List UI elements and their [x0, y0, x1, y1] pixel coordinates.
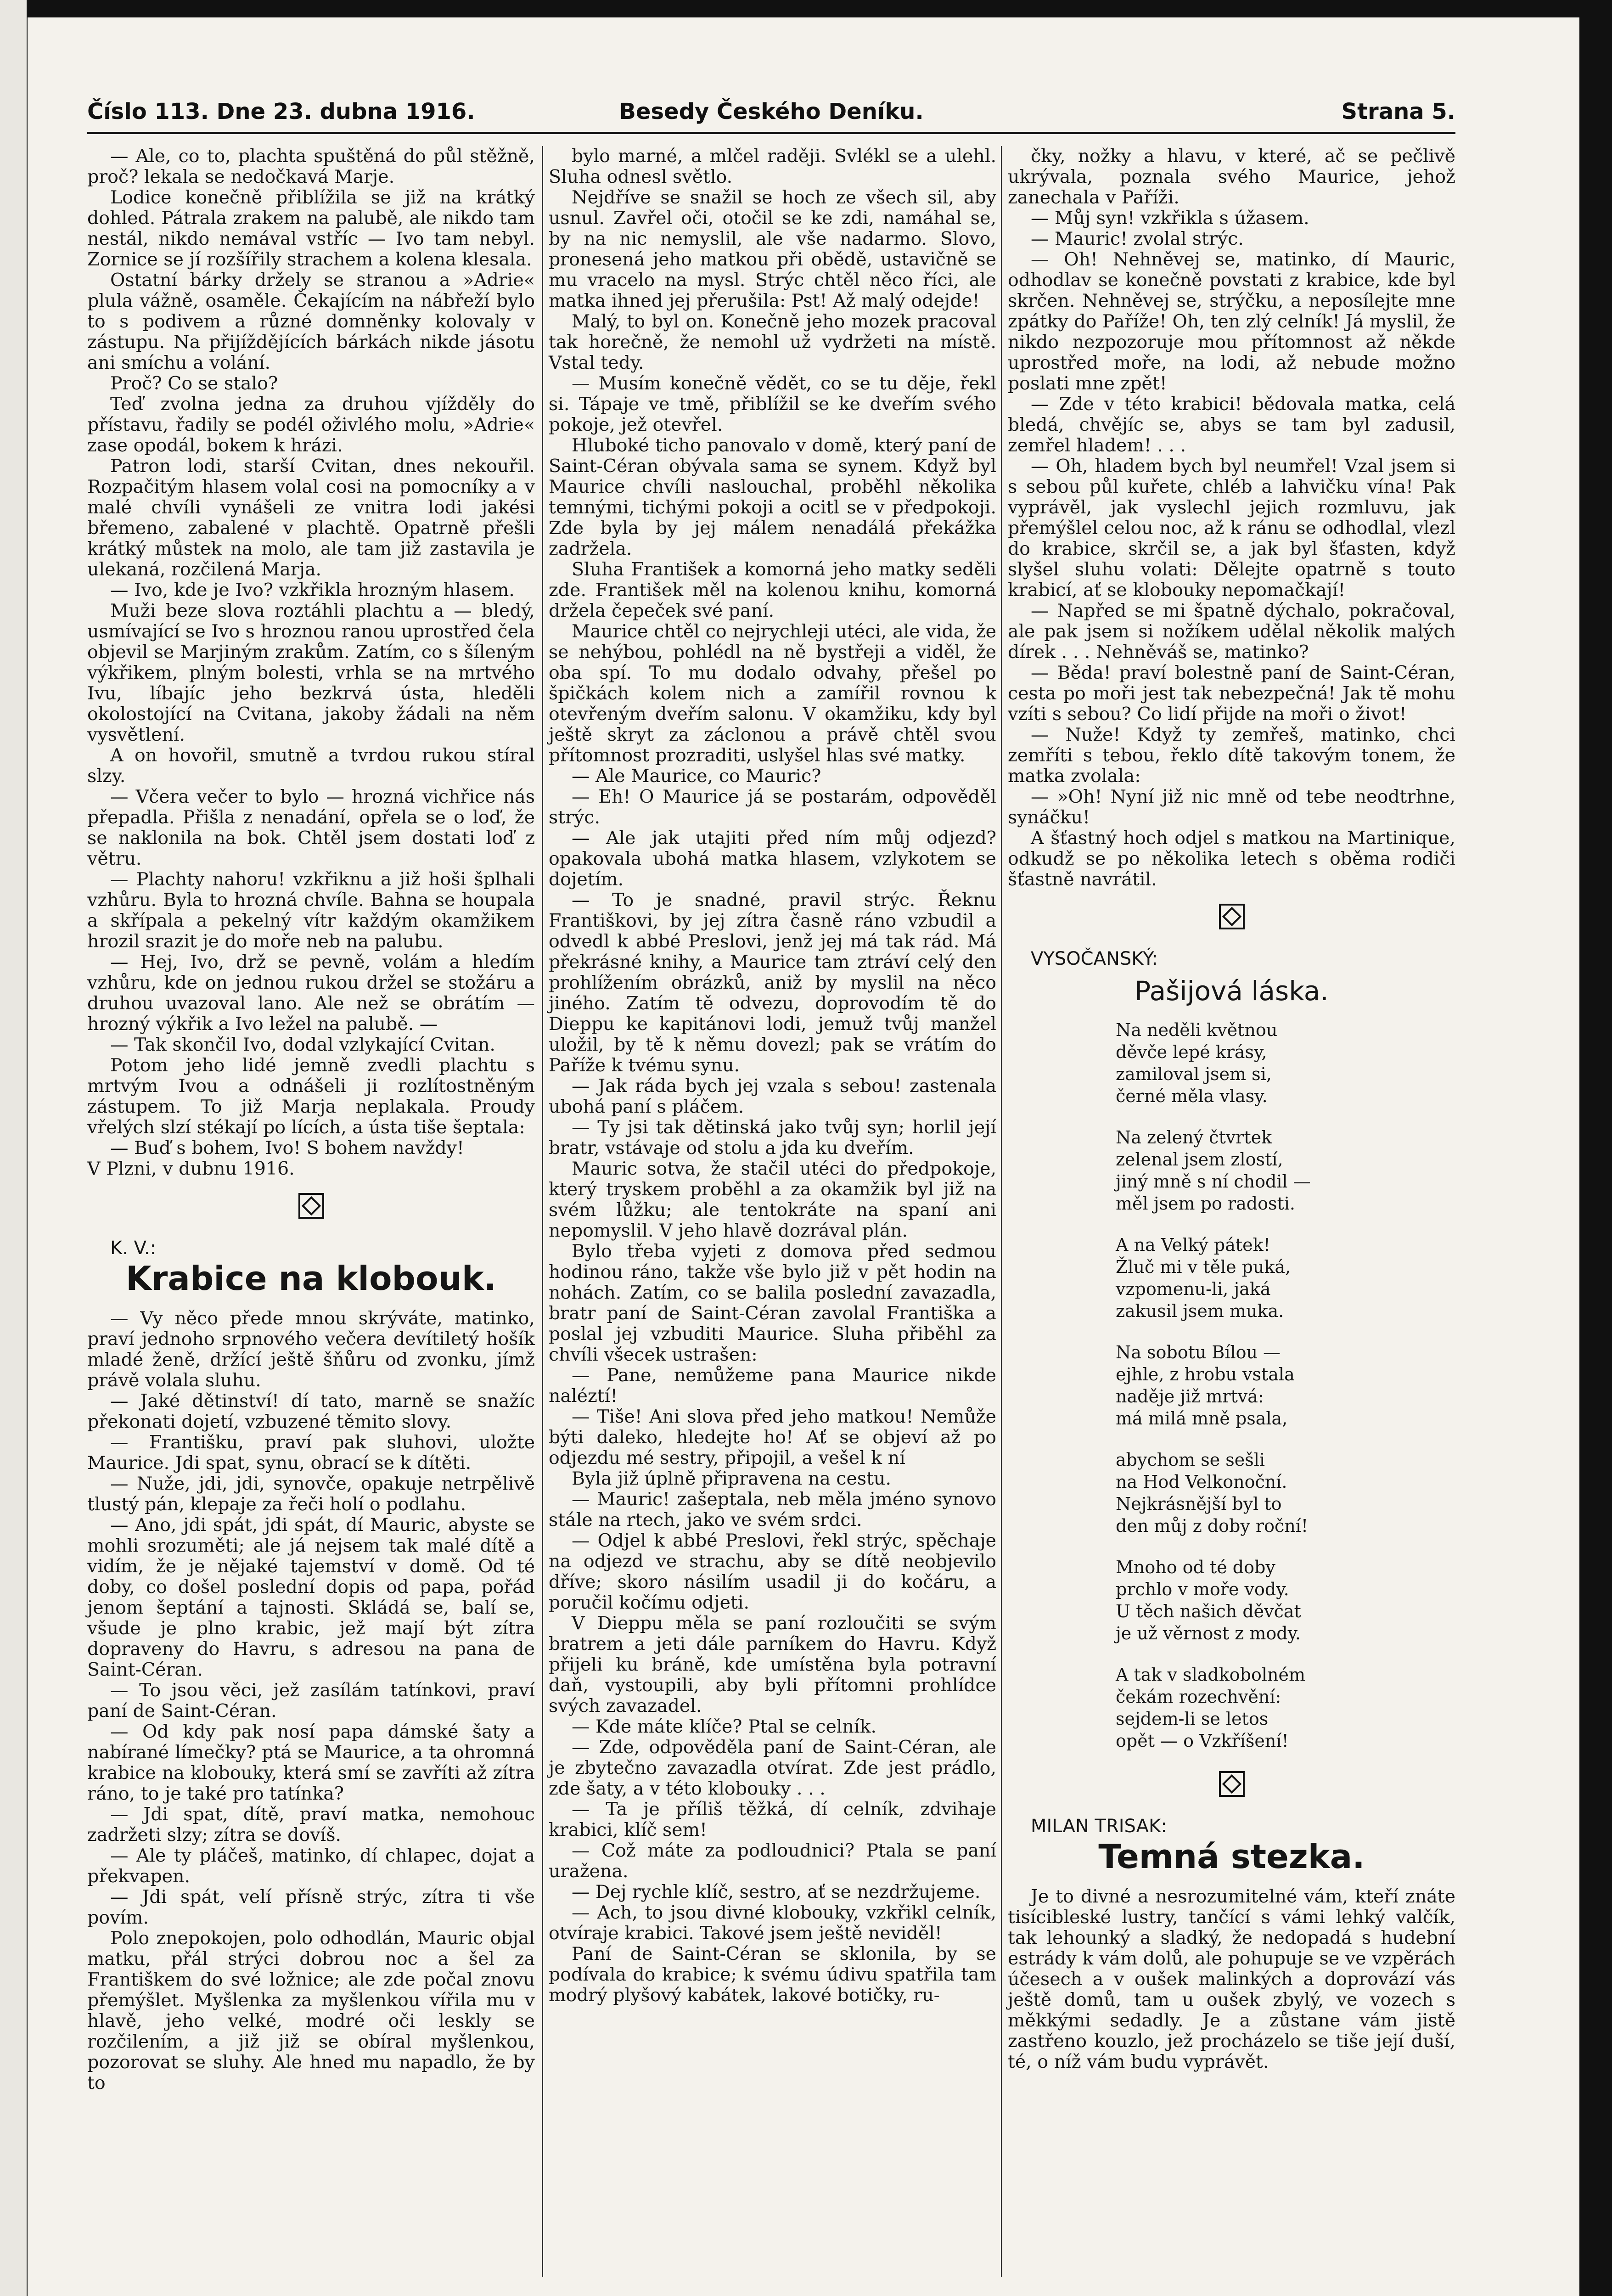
- paragraph: Bylo třeba vyjeti z domova před sedmou hodinou ráno, takže vše bylo již v pět hodin na nohách. Zatím, co se balila poslední zavazadla, bratr paní de Saint-Céran zavolal Františka a poslal jej vzbuditi Maurice. Sluha přiběhl za chvíli všecek ustrašen:: [549, 1241, 996, 1365]
- paragraph: — »Oh! Nyní již nic mně od tebe neodtrhne, synáčku!: [1008, 786, 1455, 828]
- paragraph: čky, nožky a hlavu, v které, ač se pečlivě ukrývala, poznala svého Maurice, jehož zanechala v Paříži.: [1008, 146, 1455, 208]
- paragraph: — Pane, nemůžeme pana Maurice nikde naléztí!: [549, 1365, 996, 1407]
- poem-line: měl jsem po radosti.: [1116, 1193, 1295, 1214]
- section-separator: [87, 1193, 535, 1223]
- paragraph: — Ano, jdi spát, jdi spát, dí Mauric, abyste se mohli srozuměti; ale já nejsem tak malé dítě a vidím, že je nějaké tajemství v domě. Od té doby, co došel poslední dopis od papa, pořád jenom šeptání a tajnosti. Skládá se, balí se, všude je plno krabic, jež mají být zítra dopraveny do Havru, s adresou na pana de Saint-Céran.: [87, 1514, 535, 1680]
- poem-line: je už věrnost z mody.: [1116, 1623, 1301, 1643]
- paragraph: — Zde, odpověděla paní de Saint-Céran, ale je zbytečno zavazadla otvírat. Zde jest prádlo, zde šaty, a v této klobouky . . .: [549, 1737, 996, 1799]
- poem-stanza: [1116, 1126, 1455, 1215]
- paragraph: — Což máte za podloudnici? Ptala se paní uražena.: [549, 1840, 996, 1882]
- feuilleton-author: MILAN TRISAK:: [1031, 1816, 1167, 1837]
- feuilleton-text: Je to divné a nesrozumitelné vám, kteří znáte tisícibleské lustry, tančící s vámi lehký valčík, tak lehounký a sladký, že nedopadá s hudební estrády k vám dolů, ale pohupuje se ve vzpěrách účesech a v oušek malinkých a doprovází vás ještě domů, tam u oušek zbylý, ve vozech s měkkými sedadly. Je a zůstane vám jistě zastřeno kouzlo, jež procházelo se tiše její duší, té, o níž vám budu vyprávět.: [1008, 1886, 1455, 2072]
- paragraph: Paní de Saint-Céran se sklonila, by se podívala do krabice; k svému údivu spatřila tam modrý plyšový kabátek, lakové botičky, ru-: [549, 1943, 996, 2006]
- story-title: Krabice na klobouk.: [125, 1259, 497, 1298]
- poem-line: sejdem-li se letos: [1116, 1709, 1269, 1729]
- poem-stanza: [1116, 1556, 1455, 1644]
- section-separator: [1008, 904, 1455, 934]
- paragraph: — Od kdy pak nosí papa dámské šaty a nabírané límečky? ptá se Maurice, a ta ohromná krabice na klobouky, která smí se zavříti až zítra ráno, to je také pro tatínka?: [87, 1721, 535, 1804]
- poem-line: zamiloval jsem si,: [1116, 1064, 1272, 1084]
- paragraph: — Včera večer to bylo — hrozná vichřice nás přepadla. Přišla z nenadání, opřela se o loď, že se naklonila na bok. Chtěl jsem dostati loď z větru.: [87, 786, 535, 869]
- dateline: V Plzni, v dubnu 1916.: [87, 1158, 295, 1179]
- paragraph: Hluboké ticho panovalo v domě, který paní de Saint-Céran obývala sama se synem. Když byl Maurice chvíli naslouchal, proběhl několika temnými, tichými pokoji a ocitl se v předpokoji. Zde byla by jej málem nenadálá překážka zadržela.: [549, 435, 996, 559]
- paragraph: — Tiše! Ani slova před jeho matkou! Nemůže býti daleko, hledejte ho! Ať se objeví až po odjezdu mé sestry, připojil, a vešel k ní: [549, 1406, 996, 1469]
- masthead: Besedy Českého Deníku.: [619, 99, 924, 124]
- poem-line: čekám rozechvění:: [1116, 1687, 1281, 1707]
- poem-line: den můj z doby roční!: [1116, 1516, 1309, 1536]
- poem-line: A tak v sladkobolném: [1116, 1665, 1305, 1685]
- story-continuation: [549, 146, 996, 2006]
- story-krabice-na-klobouk: [87, 1308, 535, 2093]
- header-rule: [87, 132, 1455, 134]
- paragraph: — Ale ty pláčeš, matinko, dí chlapec, dojat a překvapen.: [87, 1845, 535, 1887]
- section-separator: [1008, 1771, 1455, 1801]
- paragraph: — Ach, to jsou divné klobouky, vzkřikl celník, otvíraje krabici. Takové jsem ještě neviděl!: [549, 1902, 996, 1944]
- paragraph: — Ale jak utajiti před ním můj odjezd? opakovala ubohá matka hlasem, vzlykotem se dojetím.: [549, 827, 996, 890]
- poem-line: jiný mně s ní chodil —: [1116, 1171, 1311, 1192]
- paragraph: Sluha František a komorná jeho matky seděli zde. František měl na kolenou knihu, komorná držela čepeček své paní.: [549, 559, 996, 621]
- poem-line: Na zelený čtvrtek: [1116, 1127, 1272, 1148]
- poem-line: naděje již mrtvá:: [1116, 1386, 1264, 1407]
- paragraph: — Buď s bohem, Ivo! S bohem navždy!: [110, 1137, 464, 1159]
- paragraph: — Ale Maurice, co Mauric?: [572, 765, 821, 787]
- feuilleton-title: Temná stezka.: [1098, 1837, 1365, 1876]
- paragraph: — Zde v této krabici! bědovala matka, celá bledá, chvějíc se, abys se tam byl zadusil, zemřel hladem! . . .: [1008, 394, 1455, 456]
- poem-title: Pašijová láska.: [1135, 975, 1329, 1007]
- poem-line: Mnoho od té doby: [1116, 1557, 1275, 1577]
- column-1: [87, 146, 535, 2093]
- paragraph: — Dej rychle klíč, sestro, ať se nezdržujeme.: [572, 1881, 981, 1902]
- paragraph: — Františku, praví pak sluhovi, uložte Maurice. Jdi spat, synu, obrací se k dítěti.: [87, 1432, 535, 1474]
- paragraph: — Mauric! zašeptala, neb měla jméno synovo stále na rtech, jako ve svém srdci.: [549, 1489, 996, 1531]
- poem-line: děvče lepé krásy,: [1116, 1042, 1267, 1062]
- poem-line: A na Velký pátek!: [1116, 1235, 1270, 1255]
- paragraph: — Napřed se mi špatně dýchalo, pokračoval, ale pak jsem si nožíkem udělal několik malých dírek . . . Nehněváš se, matinko?: [1008, 600, 1455, 663]
- paragraph: Proč? Co se stalo?: [110, 373, 278, 394]
- paragraph: — Ale, co to, plachta spuštěná do půl stěžně, proč? lekala se nedočkavá Marje.: [87, 146, 535, 187]
- paragraph: Patron lodi, starší Cvitan, dnes nekouřil. Rozpačitým hlasem volal cosi na pomocníky a v malé chvíli vynášeli ze vnitra lodi jakési břemeno, zabalené v plachtě. Opatrně přešli krátký můstek na molo, ale tam již zastavila je ulekaná, rozčilená Marja.: [87, 456, 535, 580]
- poem-line: Nejkrásnější byl to: [1116, 1494, 1282, 1514]
- paragraph: Lodice konečně přiblížila se již na krátký dohled. Pátrala zrakem na palubě, ale nikdo tam nestál, nikdo nemával vstříc — Ivo tam nebyl. Zornice se jí rozšířily strachem a kolena klesala.: [87, 187, 535, 270]
- paragraph: bylo marné, a mlčel raději. Svlékl se a ulehl. Sluha odnesl světlo.: [549, 146, 996, 187]
- paragraph: — Eh! O Maurice já se postarám, odpověděl strýc.: [549, 786, 996, 828]
- poem-line: vzpomenu-li, jaká: [1116, 1279, 1271, 1299]
- poem-stanza: [1116, 1341, 1455, 1429]
- column-divider: [1001, 146, 1002, 2277]
- column-2: [549, 146, 996, 2006]
- paragraph: A on hovořil, smutně a tvrdou rukou stíral slzy.: [87, 745, 535, 787]
- paragraph: — Kde máte klíče? Ptal se celník.: [572, 1716, 877, 1737]
- story-ending-marja: [87, 146, 535, 1159]
- paragraph: — Tak skončil Ivo, dodal vzlykající Cvitan.: [110, 1034, 495, 1055]
- poem-stanza: [1116, 1019, 1455, 1107]
- paragraph: Maurice chtěl co nejrychleji utéci, ale vida, že se nehýbou, pohlédl na ně bystřeji a viděl, že oba spí. To mu dodalo odvahy, přešel po špičkách kolem nich a zamířil rovnou k otevřeným dveřím salonu. V okamžiku, kdy byl ještě skryt za záclonou a právě chtěl svou přítomnost prozraditi, uslyšel hlas své matky.: [549, 621, 996, 766]
- poem-line: opět — o Vzkříšení!: [1116, 1731, 1289, 1751]
- paragraph: — To je snadné, pravil strýc. Řeknu Františkovi, by jej zítra časně ráno vzbudil a odvedl k abbé Preslovi, jenž jej má tak rád. Má překrásné knihy, a Maurice tam ztráví celý den prohlížením obrázků, aniž by myslil na něco jiného. Zatím tě odvezu, doprovodím tě do Dieppu ke kapitánovi lodi, jemuž tvůj manžel uložil, by tě k němu dovezl; pak se vrátím do Paříže k tvému synu.: [549, 889, 996, 1076]
- paragraph: Polo znepokojen, polo odhodlán, Mauric objal matku, přál strýci dobrou noc a šel za Františkem do své ložnice; ale zde počal znovu přemýšlet. Myšlenka za myšlenkou vířila mu v hlavě, jeho velké, modré oči leskly se rozčilením, a již již se obíral myšlenkou, pozorovat se sluhy. Ale hned mu napadlo, že by to: [87, 1928, 535, 2093]
- poem-line: zakusil jsem muka.: [1116, 1301, 1284, 1321]
- paragraph: — Nuže! Když ty zemřeš, matinko, chci zemříti s tebou, řeklo dítě takovým tonem, že matka zvolala:: [1008, 724, 1455, 787]
- page-header: [87, 99, 1455, 131]
- paragraph: Potom jeho lidé jemně zvedli plachtu s mrtvým Ivou a odnášeli ji rozlítostněným zástupem. To již Marja neplakala. Proudy vřelých slzí stékají po lících, a ústa tiše šeptala:: [87, 1055, 535, 1138]
- poem-line: Na sobotu Bílou —: [1116, 1342, 1281, 1362]
- issue-date: Číslo 113. Dne 23. dubna 1916.: [87, 99, 475, 124]
- paragraph: Mauric sotva, že stačil utéci do předpokoje, který tryskem proběhl a za okamžik byl již na svém lůžku; ale tentokráte na spaní ani nepomyslil. V jeho hlavě dozrával plán.: [549, 1158, 996, 1241]
- adjacent-page-edge: [0, 0, 29, 2296]
- story-conclusion: [1008, 146, 1455, 890]
- poem-stanza: [1116, 1449, 1455, 1537]
- paragraph: A šťastný hoch odjel s matkou na Martinique, odkudž se po několika letech s oběma rodiči šťastně navrátil.: [1008, 827, 1455, 890]
- paragraph: — Mauric! zvolal strýc.: [1031, 228, 1244, 249]
- paragraph: Nejdříve se snažil se hoch ze všech sil, aby usnul. Zavřel oči, otočil se ke zdi, namáhal se, by na nic nemyslil, ale vše nadarmo. Slovo, pronesená jeho matkou při obědě, ustavičně se mu vracelo na mysl. Strýc chtěl něco říci, ale matka ihned jej přerušila: Pst! Až malý odejde!: [549, 187, 996, 311]
- paragraph: — Oh, hladem bych byl neumřel! Vzal jsem si s sebou půl kuřete, chléb a lahvičku vína! Pak vyprávěl, jak vyslechl jejich rozmluvu, jak přemýšlel celou noc, až k ránu se odhodlal, vlezl do krabice, skrčil se, a jak byl šťasten, když slyšel sluhu volati: Dělejte opatrně s touto krabicí, ať se klobouky nepomačkají!: [1008, 456, 1455, 601]
- paragraph: Ostatní bárky držely se stranou a »Adrie« plula vážně, osaměle. Čekajícím na nábřeží bylo to s podivem a různé domněnky kolovaly v zástupu. Na přijíždějících bárkách nikde jásotu ani smíchu a volání.: [87, 270, 535, 373]
- page-number: Strana 5.: [1341, 99, 1455, 124]
- paragraph: — Jdi spát, velí přísně strýc, zítra ti vše povím.: [87, 1886, 535, 1928]
- paragraph: — Můj syn! vzkřikla s úžasem.: [1031, 208, 1309, 229]
- poem-line: prchlo v moře vody.: [1116, 1579, 1289, 1599]
- diamond-ornament-icon: [1219, 904, 1245, 929]
- paragraph: — Jdi spat, dítě, praví matka, nemohouc zadržeti slzy; zítra se dovíš.: [87, 1804, 535, 1846]
- poem-stanza: [1116, 1664, 1455, 1752]
- paragraph: Muži beze slova roztáhli plachtu a — bledý, usmívající se Ivo s hroznou ranou uprostřed čela objevil se Marjiným zrakům. Zatím, co s šíleným výkřikem, plným bolesti, vrhla se na mrtvého Ivu, líbajíc jeho bezkrvá ústa, hleděli okolostojící na Cvitana, jakoby žádali na něm vysvětlení.: [87, 600, 535, 745]
- paragraph: — Odjel k abbé Preslovi, řekl strýc, spěchaje na odjezd ve strachu, aby se dítě neobjevilo dříve; skoro násilím usadil ji do kočáru, a poručil kočímu odjeti.: [549, 1530, 996, 1613]
- paragraph: — Plachty nahoru! vzkřiknu a již hoši šplhali vzhůru. Byla to hrozná chvíle. Bahna se houpala a skřípala a pekelný vítr každým okamžikem hrozil srazit je do moře neb na palubu.: [87, 869, 535, 952]
- paragraph: — Jaké dětinství! dí tato, marně se snažíc překonati dojetí, vzbuzené těmito slovy.: [87, 1390, 535, 1432]
- paragraph: Teď zvolna jedna za druhou vjížděly do přístavu, řadily se podél oživlého molu, »Adrie« zase opodál, bokem k hrázi.: [87, 394, 535, 456]
- poem-line: má milá mně psala,: [1116, 1408, 1288, 1429]
- poem-line: na Hod Velkonoční.: [1116, 1472, 1287, 1492]
- diamond-ornament-icon: [1219, 1771, 1245, 1797]
- poem-line: ejhle, z hrobu vstala: [1116, 1364, 1295, 1384]
- paragraph: — Oh! Nehněvej se, matinko, dí Mauric, odhodlav se konečně povstati z krabice, kde byl skrčen. Nehněvej se, strýčku, a neposílejte mne zpátky do Paříže! Oh, ten zlý celník! Já myslil, že nikdo nezpozoruje mou přítomnost až někde uprostřed moře, na lodi, až nebude možno poslati mne zpět!: [1008, 249, 1455, 394]
- paragraph: — Ivo, kde je Ivo? vzkřikla hrozným hlasem.: [110, 580, 515, 601]
- paragraph: — Ty jsi tak dětinská jako tvůj syn; horlil její bratr, vstávaje od stolu a jda ku dveřím.: [549, 1117, 996, 1159]
- poem-stanza: [1116, 1234, 1455, 1322]
- poem-line: abychom se sešli: [1116, 1450, 1265, 1470]
- paragraph: Malý, to byl on. Konečně jeho mozek pracoval tak horečně, že nemohl už vydržeti na místě. Vstal tedy.: [549, 311, 996, 373]
- paragraph: Byla již úplně připravena na cestu.: [572, 1468, 891, 1489]
- paragraph: — Hej, Ivo, drž se pevně, volám a hledím vzhůru, kde on jednou rukou držel se stožáru a druhou uvazoval lano. Ale než se obrátím — hrozný výkřik a Ivo ležel na palubě. —: [87, 951, 535, 1035]
- poem-line: Žluč mi v těle puká,: [1116, 1257, 1291, 1277]
- paragraph: — Vy něco přede mnou skrýváte, matinko, praví jednoho srpnového večera devítiletý hošík mladé ženě, držící ještě šňůru od zvonku, jímž právě volala sluhu.: [87, 1308, 535, 1391]
- paragraph: — Běda! praví bolestně paní de Saint-Céran, cesta po moři jest tak nebezpečná! Jak tě mohu vzíti s sebou? Co lidí přijde na moři o život!: [1008, 662, 1455, 725]
- paragraph: V Dieppu měla se paní rozloučiti se svým bratrem a jeti dále parníkem do Havru. Když přijeli ku bráně, kde umístěna byla potravní daň, vystoupili, aby byli přítomni prohlídce svých zavazadel.: [549, 1613, 996, 1716]
- paragraph: — Musím konečně vědět, co se tu děje, řekl si. Tápaje ve tmě, přiblížil se ke dveřím svého pokoje, jež otevřel.: [549, 373, 996, 435]
- column-divider: [542, 146, 543, 2277]
- poem-author: VYSOČANSKÝ:: [1031, 948, 1158, 969]
- poem-line: Na neděli květnou: [1116, 1020, 1278, 1040]
- diamond-ornament-icon: [298, 1193, 324, 1219]
- poem-line: černé měla vlasy.: [1116, 1086, 1268, 1106]
- paragraph: — Nuže, jdi, jdi, synovče, opakuje netrpělivě tlustý pán, klepaje za řeči holí o podlahu.: [87, 1473, 535, 1515]
- poem-body: [1116, 1019, 1455, 1752]
- paragraph: — Ta je příliš těžká, dí celník, zdvihaje krabici, klíč sem!: [549, 1799, 996, 1840]
- paragraph: — To jsou věci, jež zasílám tatínkovi, praví paní de Saint-Céran.: [87, 1680, 535, 1722]
- column-3: [1008, 146, 1455, 2072]
- story-author: K. V.:: [110, 1238, 157, 1259]
- paragraph: — Jak ráda bych jej vzala s sebou! zastenala ubohá paní s pláčem.: [549, 1075, 996, 1117]
- poem-line: zelenal jsem zlostí,: [1116, 1149, 1283, 1170]
- poem-line: U těch našich děvčat: [1116, 1601, 1301, 1621]
